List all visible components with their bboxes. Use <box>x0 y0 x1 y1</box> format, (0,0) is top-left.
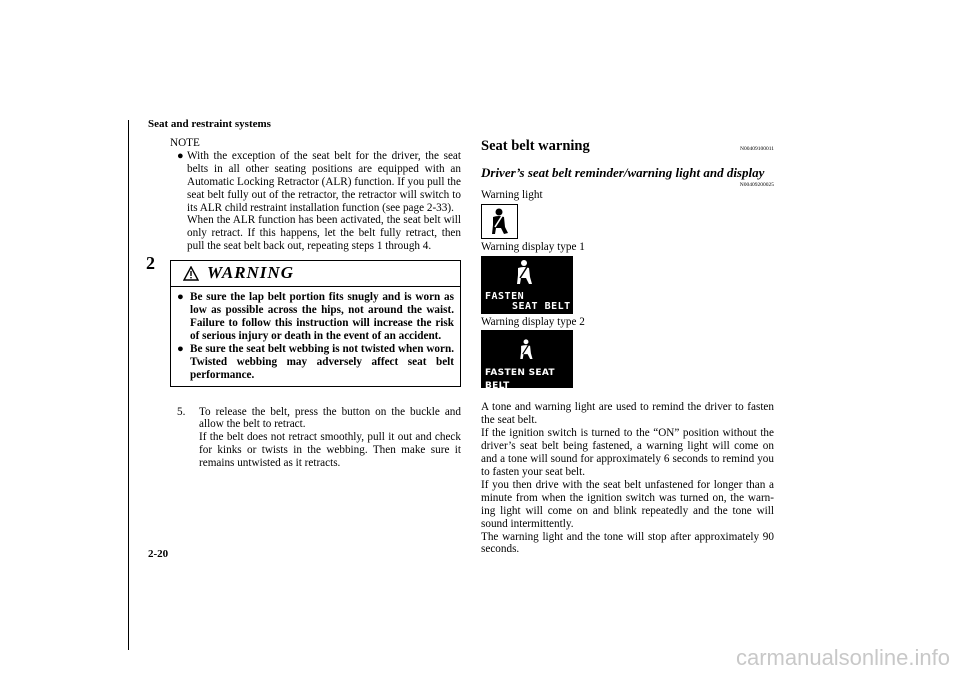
left-column <box>170 137 461 470</box>
subsection-title: Driver’s seat belt reminder/warning light and display <box>481 164 765 180</box>
warning-box <box>170 260 461 386</box>
warning-light-icon-box <box>481 204 518 239</box>
chapter-divider <box>128 120 129 650</box>
warning-item-text: Be sure the lap belt portion fits snugly and is worn as low as possible across the hips, not around the waist. Failure to follow this instruction will increase the risk of serious injury or death in the event of an accident. <box>190 291 454 342</box>
warning-light-label: Warning light <box>481 188 543 201</box>
seatbelt-icon <box>517 338 535 362</box>
section-title: Seat belt warning <box>481 138 590 154</box>
warning-item-text: Be sure the seat belt webbing is not twisted when worn. Twisted webbing may adversely affect seat belt performance. <box>190 342 454 381</box>
page-number: 2-20 <box>148 548 169 560</box>
description <box>481 401 774 556</box>
warning-triangle-icon <box>183 266 199 281</box>
display2-label: Warning display type 2 <box>481 315 585 328</box>
bullet-icon: ● <box>177 342 184 355</box>
step-5 <box>170 406 461 471</box>
display1-text-a: FASTEN <box>485 290 525 302</box>
step-number: 5. <box>177 405 186 418</box>
warning-display-type-1 <box>481 256 573 314</box>
step-line: If the belt does not retract smoothly, pull it out and check for kinks or twists in the webbing. Then make sure it remains untwisted as it retracts. <box>199 431 461 470</box>
warning-item <box>177 343 454 382</box>
step-line: To release the belt, press the button on the buckle and allow the belt to retract. <box>199 405 461 431</box>
warning-label: WARNING <box>207 263 294 283</box>
chapter-number: 2 <box>146 253 155 273</box>
description-paragraph: If you then drive with the seat belt unfastened for longer than a minute from when the ignition switch was turned on, the warn- ing light will come on and blink repeatedly and the tone will sound intermittently. <box>481 478 774 530</box>
description-paragraph: A tone and warning light are used to remind the driver to fasten the seat belt. <box>481 401 774 427</box>
seatbelt-icon <box>513 259 535 287</box>
bullet-icon: ● <box>177 291 184 304</box>
bullet-icon: ● <box>177 149 184 162</box>
note-paragraph: When the ALR function has been activated, the seat belt will only retract. If this happens, let the belt fully retract, then pull the seat belt back out, repeating steps 1 through 4. <box>187 214 461 253</box>
display1-text-b: SEAT BELT <box>512 300 571 312</box>
note-paragraph: With the exception of the seat belt for the driver, the seat belts in all other seating positions are equipped with an Automatic Locking Retractor (ALR) function. If you pull the seat belt fully out of the retractor, the retractor will switch to its ALR child restraint installation function (see page 2-33). <box>187 149 461 214</box>
subsection-header <box>481 164 774 180</box>
note-bullet <box>177 150 461 253</box>
warning-header <box>171 261 460 287</box>
description-paragraph: The warning light and the tone will stop after approximately 90 seconds. <box>481 530 774 556</box>
section-code: N00409100011 <box>739 146 774 152</box>
subsection-code: N00409200025 <box>739 181 774 188</box>
watermark: carmanualsonline.info <box>735 645 950 670</box>
warning-display-type-2 <box>481 330 573 392</box>
description-paragraph: If the ignition switch is turned to the “ON” position without the driver’s seat belt being fastened, a warning light will come on and a tone will sound for approximately 6 seconds to remind you to fasten your seat belt. <box>481 427 774 478</box>
display2-text: FASTEN SEAT BELT <box>485 368 555 392</box>
display1-label: Warning display type 1 <box>481 240 585 253</box>
page-header-title: Seat and restraint systems <box>148 118 271 130</box>
warning-item <box>177 291 454 343</box>
right-column <box>481 137 774 556</box>
note-label: NOTE <box>170 137 200 149</box>
seatbelt-icon <box>487 207 513 235</box>
section-header <box>481 140 774 156</box>
